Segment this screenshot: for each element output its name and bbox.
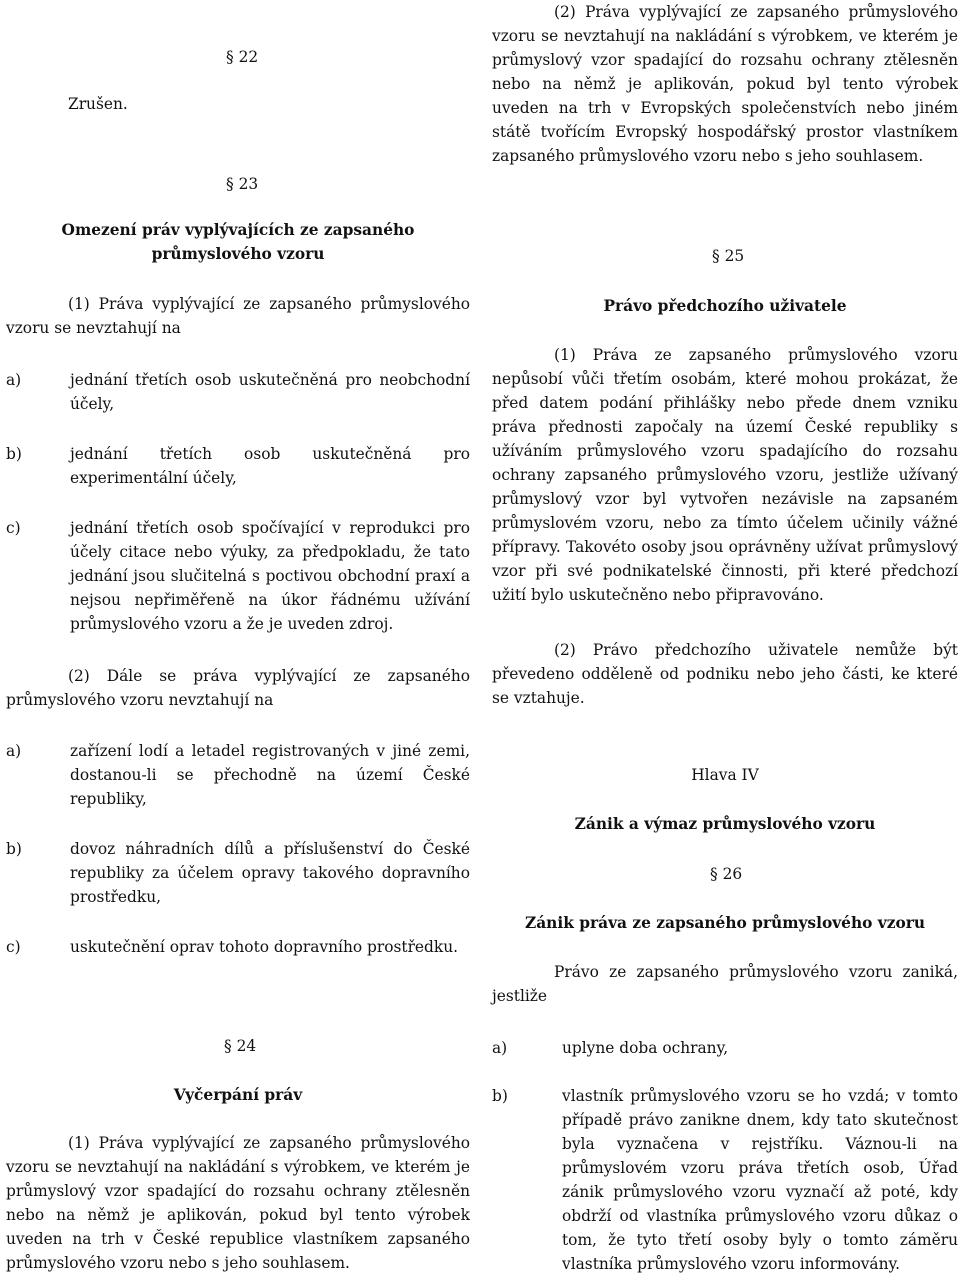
list-item: [6, 739, 470, 811]
list-item-label: b): [6, 445, 22, 463]
part-heading: Hlava IV: [691, 766, 759, 784]
section-23-para-1: (1) Práva vyplývající ze zapsaného průmyslového vzoru se nevztahují na: [6, 295, 470, 337]
list-item-text: uskutečnění oprav tohoto dopravního prostředku.: [70, 938, 459, 956]
list-item-text: jednání třetích osob uskutečněná pro neobchodní účely,: [70, 371, 470, 413]
list-item: [492, 1084, 958, 1276]
list-item-label: b): [492, 1087, 508, 1105]
list-item-label: c): [6, 938, 21, 956]
section-26-heading: § 26: [710, 865, 743, 883]
list-item-text: zařízení lodí a letadel registrovaných v jiné zemi, dostanou-li se přechodně na území České republiky,: [70, 742, 470, 808]
list-item: [6, 837, 470, 909]
section-24-heading: § 24: [224, 1037, 257, 1055]
list-item-text: jednání třetích osob uskutečněná pro experimentální účely,: [70, 445, 470, 487]
list-item: [6, 516, 470, 636]
list-item-text: jednání třetích osob spočívající v reprodukci pro účely citace nebo výuky, za předpokladu, že tato jednání jsou slučitelná s poctivou obchodní praxí a nejsou nepřiměřeně na úkor řádnému užívání průmyslového vzoru a že je uveden zdroj.: [70, 519, 470, 633]
list-item-label: c): [6, 519, 21, 537]
list-item: [6, 935, 470, 983]
section-24-para-2: (2) Práva vyplývající ze zapsaného průmyslového vzoru se nevztahují na nakládání s výrobkem, ve kterém je průmyslový vzor spadající do rozsahu ochrany ztělesněn nebo na němž je aplikován, pokud byl tento výrobek uveden na trh v Evropských společenstvích nebo jiném státě tvořícím Evropský hospodářský prostor vlastníkem zapsaného průmyslového vzoru nebo s jeho souhlasem.: [492, 3, 958, 165]
list-item: [492, 1036, 958, 1060]
list-item-label: a): [6, 742, 22, 760]
list-item: [6, 368, 470, 416]
section-23-heading: § 23: [226, 175, 259, 193]
list-item-text: uplyne doba ochrany,: [562, 1039, 729, 1057]
list-item: [6, 442, 470, 490]
section-24-title: Vyčerpání práv: [173, 1086, 303, 1104]
section-23-title: Omezení práv vyplývajících ze zapsaného průmyslového vzoru: [61, 221, 415, 263]
section-22-heading: § 22: [226, 48, 259, 66]
section-25-title: Právo předchozího uživatele: [603, 297, 847, 315]
section-23-para-2: (2) Dále se práva vyplývající ze zapsaného průmyslového vzoru nevztahují na: [6, 667, 470, 709]
section-26-para-1: Právo ze zapsaného průmyslového vzoru zaniká, jestliže: [492, 963, 958, 1005]
section-25-para-2: (2) Právo předchozího uživatele nemůže být převedeno odděleně od podniku nebo jeho části, ke které se vztahuje.: [492, 641, 958, 707]
list-item-label: a): [492, 1039, 508, 1057]
list-item-text: vlastník průmyslového vzoru se ho vzdá; v tomto případě právo zanikne dnem, kdy tato skutečnost byla vyznačena v rejstříku. Váznou-li na průmyslovém vzoru práva třetích osob, Úřad zánik průmyslového vzoru vyznačí až poté, kdy obdrží od vlastníka průmyslového vzoru důkaz o tom, že tyto třetí osoby byly o tomto záměru vlastníka průmyslového vzoru informovány.: [562, 1087, 958, 1273]
section-26-title: Zánik práva ze zapsaného průmyslového vzoru: [524, 914, 926, 932]
list-item-text: dovoz náhradních dílů a příslušenství do České republiky za účelem opravy takového dopravního prostředku,: [70, 840, 470, 906]
section-24-para-1: (1) Práva vyplývající ze zapsaného průmyslového vzoru se nevztahují na nakládání s výrobkem, ve kterém je průmyslový vzor spadající do rozsahu ochrany ztělesněn nebo na němž je aplikován, pokud byl tento výrobek uveden na trh v České republice vlastníkem zapsaného průmyslového vzoru nebo s jeho souhlasem.: [6, 1134, 470, 1272]
list-item-label: a): [6, 371, 22, 389]
section-25-heading: § 25: [712, 247, 745, 265]
section-25-para-1: (1) Práva ze zapsaného průmyslového vzoru nepůsobí vůči třetím osobám, které mohou prokázat, že před datem podání přihlášky nebo přede dnem vzniku práva přednosti započaly na území České republiky s užíváním průmyslového vzoru spadajícího do rozsahu ochrany zapsaného průmyslového vzoru, jestliže užívaný průmyslový vzor byl vytvořen nezávisle na zapsaném průmyslovém vzoru, nebo za tímto účelem učinily vážné přípravy. Takovéto osoby jsou oprávněny užívat průmyslový vzor při své podnikatelské činnosti, při které předchozí užití bylo uskutečněno nebo připravováno.: [492, 346, 958, 604]
part-title: Zánik a výmaz průmyslového vzoru: [574, 815, 876, 833]
repealed-text: Zrušen.: [68, 95, 128, 113]
list-item-label: b): [6, 840, 22, 858]
